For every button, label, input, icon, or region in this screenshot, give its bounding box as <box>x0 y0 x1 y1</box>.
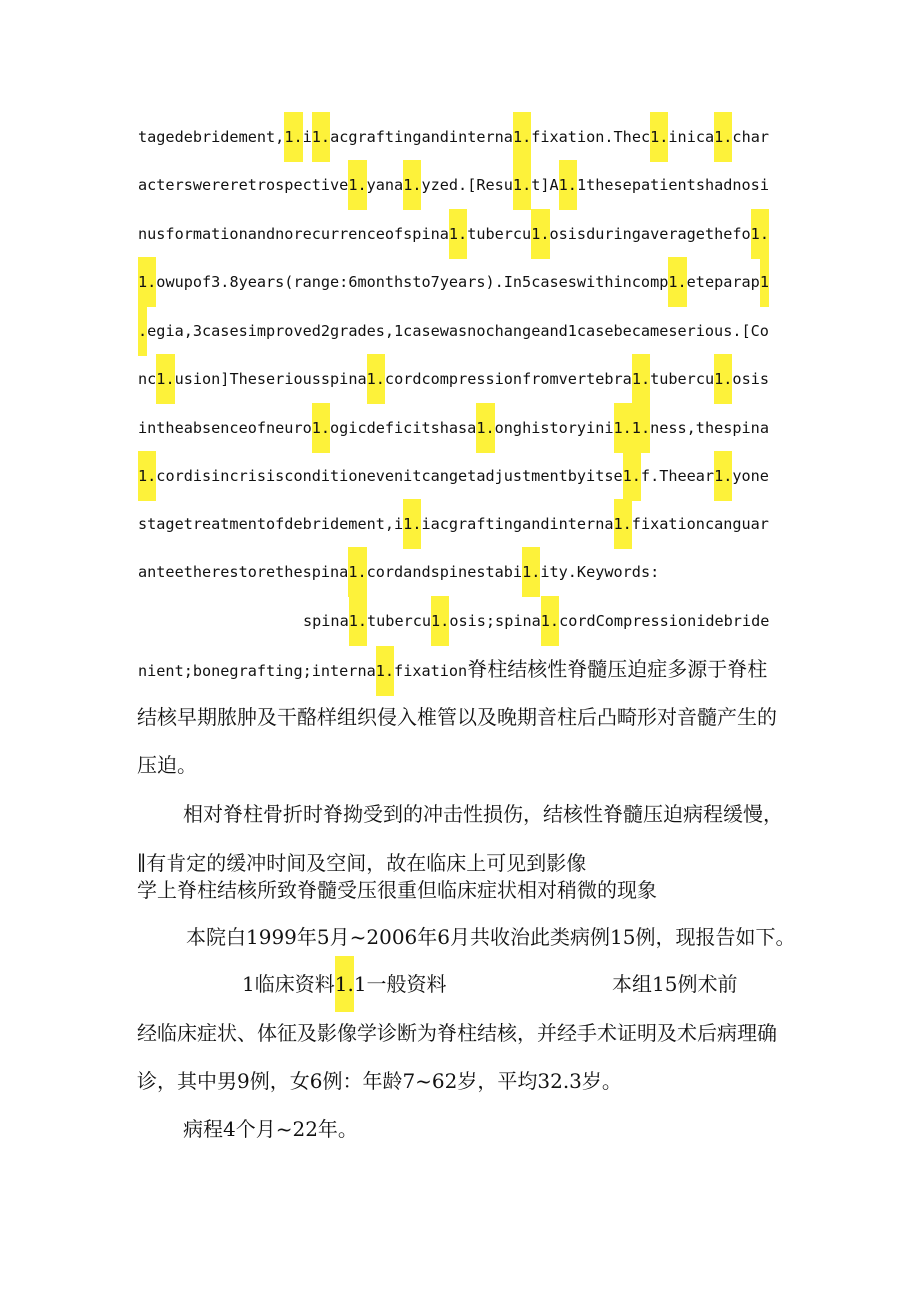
text-fragment: spina <box>303 612 349 630</box>
text-fragment: anteetherestorethespina <box>138 563 349 581</box>
text-fragment: cordCompressionidebride <box>559 612 770 630</box>
highlighted-fragment: 1. <box>348 547 366 597</box>
highlighted-fragment: 1. <box>751 209 769 259</box>
text-fragment: fixation <box>394 662 468 680</box>
text-fragment: cordcompressionfromvertebra <box>384 370 632 388</box>
body-line: 学上脊柱结核所致脊髓受压很重但临床症状相对稍微的现象 <box>137 878 657 902</box>
abstract-line <box>138 500 769 548</box>
section-right-text: 本组15例术前 <box>612 972 738 996</box>
text-fragment: 1thesepatientshadnosi <box>576 176 769 194</box>
text-fragment: nc <box>138 370 157 388</box>
text-fragment: yzed.[Resu <box>421 176 513 194</box>
text-fragment: acgraftingandinterna <box>330 128 513 146</box>
text-fragment: osis;spina <box>449 612 541 630</box>
highlighted-fragment: 1. <box>714 354 732 404</box>
body-line: 病程4个月~22年。 <box>183 1117 358 1141</box>
text-fragment: acterswereretrospective <box>138 176 349 194</box>
highlighted-fragment: 1. <box>632 354 650 404</box>
body-line: ∥有肯定的缓冲时间及空间，故在临床上可见到影像 <box>137 851 587 875</box>
text-fragment: usion]Theseriousspina <box>174 370 367 388</box>
highlighted-fragment: 1. <box>650 112 668 162</box>
body-line: 诊，其中男9例，女6例：年龄7~62岁，平均32.3岁。 <box>137 1069 622 1093</box>
highlighted-fragment: . <box>138 306 147 356</box>
text-fragment: yana <box>366 176 404 194</box>
highlighted-fragment: 1. <box>623 451 641 501</box>
highlighted-fragment: 1. <box>668 257 686 307</box>
abstract-line <box>138 404 769 452</box>
highlighted-fragment: 1. <box>367 354 385 404</box>
highlighted-fragment: 1. <box>348 160 366 210</box>
text-fragment: nient;bonegrafting;interna <box>138 662 376 680</box>
highlighted-fragment: 1. <box>559 160 577 210</box>
text-fragment: eteparap <box>686 273 760 291</box>
text-fragment: stagetreatmentofdebridement,i <box>138 515 404 533</box>
body-line: 结核早期脓肿及干酪样组织侵入椎管以及晚期音柱后凸畸形对音髓产生的 <box>137 705 777 729</box>
highlighted-fragment: 1. <box>312 112 330 162</box>
highlighted-fragment: 1. <box>349 596 367 646</box>
abstract-line <box>138 161 769 209</box>
text-fragment: inica <box>668 128 715 146</box>
section-heading-highlight: 1. <box>335 956 354 1012</box>
text-fragment: tagedebridement, <box>138 128 285 146</box>
text-fragment: 7 <box>430 273 440 291</box>
highlighted-fragment: 1. <box>284 112 302 162</box>
text-fragment: osis <box>732 370 769 388</box>
highlighted-fragment: 1. <box>431 596 449 646</box>
highlighted-fragment: 1. <box>403 160 421 210</box>
text-fragment: cordandspinestabi <box>366 563 523 581</box>
highlighted-fragment: 1. <box>522 547 540 597</box>
highlighted-fragment: 1. <box>614 499 632 549</box>
text-fragment: onghistoryini <box>494 419 614 437</box>
text-fragment: ity.Keywords: <box>540 563 660 581</box>
chinese-text: 脊柱结核性脊髓压迫症多源于脊柱 <box>467 657 768 681</box>
highlighted-fragment: 1.1. <box>614 403 651 453</box>
highlighted-fragment: 1. <box>541 596 559 646</box>
body-line: 压迫。 <box>137 753 197 777</box>
text-fragment: years).In5caseswithincomp <box>439 273 669 291</box>
text-fragment: t]A <box>531 176 559 194</box>
abstract-line <box>138 210 769 258</box>
abstract-line <box>138 258 769 306</box>
text-fragment: tubercu <box>367 612 432 630</box>
text-fragment: yone <box>732 467 769 485</box>
section-heading-pre: 1临床资料 <box>242 972 335 996</box>
text-fragment: fixation.Thec <box>531 128 651 146</box>
text-fragment: tubercu <box>650 370 715 388</box>
text-fragment: nusformationandnorecurrenceofspina <box>138 225 449 243</box>
abstract-line <box>138 307 769 355</box>
highlighted-fragment: 1. <box>513 112 531 162</box>
highlighted-fragment: 1. <box>513 160 531 210</box>
section-heading <box>242 960 447 1008</box>
highlighted-fragment: 1. <box>714 112 732 162</box>
text-fragment: iacgraftingandinterna <box>421 515 614 533</box>
highlighted-fragment: 1. <box>138 257 156 307</box>
highlighted-fragment: 1. <box>714 451 732 501</box>
text-fragment: i <box>302 128 312 146</box>
text-fragment: f.Theear <box>640 467 715 485</box>
highlighted-fragment: 1. <box>156 354 174 404</box>
text-fragment: ness,thespina <box>650 419 769 437</box>
body-line: 本院白1999年5月~2006年6月共收治此类病例15例，现报告如下。 <box>186 925 796 949</box>
text-fragment: char <box>732 128 769 146</box>
text-fragment: cordisincrisisconditionevenitcangetadjustmentbyitse <box>156 467 623 485</box>
section-heading-post: 1一般资料 <box>353 972 447 996</box>
text-fragment: fixationcanguar <box>631 515 769 533</box>
text-fragment: owupof3.8years(range:6monthsto <box>156 273 431 291</box>
highlighted-fragment: 1. <box>376 646 394 696</box>
highlighted-fragment: 1. <box>476 403 494 453</box>
highlighted-fragment: 1. <box>449 209 467 259</box>
text-fragment: tubercu <box>467 225 532 243</box>
highlighted-fragment: 1. <box>312 403 330 453</box>
highlighted-fragment: 1. <box>138 451 156 501</box>
abstract-line <box>138 355 769 403</box>
highlighted-fragment: 1. <box>403 499 421 549</box>
abstract-line <box>138 548 659 596</box>
highlighted-fragment: 1 <box>760 257 769 307</box>
body-line: 相对脊柱骨折时脊拗受到的冲击性损伤，结核性脊髓压迫病程缓慢， <box>183 802 783 826</box>
body-line: 经临床症状、体征及影像学诊断为脊柱结核，并经手术证明及术后病理确 <box>137 1021 777 1045</box>
highlighted-fragment: 1. <box>531 209 549 259</box>
text-fragment: egia,3casesimproved2grades,1casewasnochangeand1casebecameserious.[Co <box>147 322 769 340</box>
abstract-line <box>138 645 767 693</box>
abstract-line <box>303 597 769 645</box>
abstract-line <box>138 113 769 161</box>
abstract-line <box>138 452 769 500</box>
text-fragment: ogicdeficitshasa <box>330 419 477 437</box>
text-fragment: intheabsenceofneuro <box>138 419 312 437</box>
text-fragment: osisduringaveragethefo <box>549 225 751 243</box>
